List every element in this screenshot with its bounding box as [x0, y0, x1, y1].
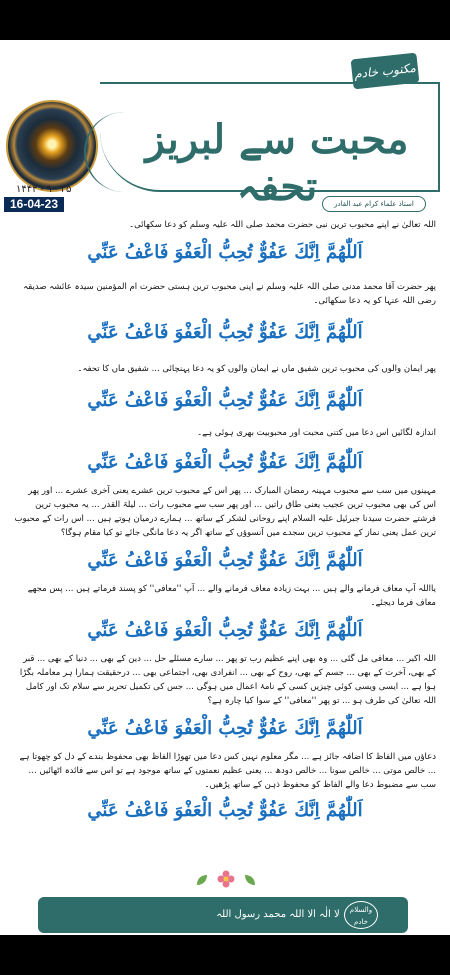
dua-line: اَللّٰهُمَّ اِنَّكَ عَفُوٌّ تُحِبُّ الْعَفْوَ فَاعْفُ عَنِّي: [87, 242, 363, 263]
footer-bar: [38, 897, 408, 933]
flower-icon: [217, 870, 235, 892]
paragraph: پھر ایمان والوں کی محبوب ترین شفیق ماں نے ایمان والوں کو یہ دعا پہنچائی ... شفیق ماں کا تحفہ۔: [77, 364, 436, 374]
leaf-icon: [195, 872, 209, 891]
paragraph: اللہ تعالیٰ نے اپنے محبوب ترین نبی حضرت محمد صلی اللہ علیہ وسلم کو دعا سکھائی۔: [129, 220, 436, 230]
header: [0, 40, 450, 212]
paragraph: اللہ اکبر ... معافی مل گئی ... وہ بھی اپنے عظیم رب تو پھر ... سارے مسئلے حل ... دین کے بھی ... دنیا کے بھی ... قبر کے بھی، آخرت کے بھی ... جسم کے بھی، روح کے بھی ... انفرادی بھی، اجتماعی بھی ... درحقیقت ہمارا ہر معاملہ بگڑا ہوا ہے ... ایسی ویسی کوئی چیزیں کسی کے نامۂ اعمال میں ہوگی ... جس کی تکمیل تحریر سے سلام تک اور کامل اللہ تعالیٰ کی طرف ہو ... تو پھر ''معافی'' کے سوا کیا چارہ ہے؟: [19, 654, 436, 706]
dua-line: اَللّٰهُمَّ اِنَّكَ عَفُوٌّ تُحِبُّ الْعَفْوَ فَاعْفُ عَنِّي: [87, 800, 363, 821]
leaf-icon: [243, 872, 257, 891]
article-body: [0, 216, 450, 826]
footer-kalima: لا الٰہ الا اللہ محمد رسول اللہ: [216, 909, 340, 920]
dua-line: اَللّٰهُمَّ اِنَّكَ عَفُوٌّ تُحِبُّ الْعَفْوَ فَاعْفُ عَنِّي: [87, 620, 363, 641]
footer-seal: والسلام خادم: [344, 901, 378, 929]
date-gregorian: 16-04-23: [4, 197, 64, 212]
paragraph: مہینوں میں سب سے محبوب مہینہ رمضان المبارک ... پھر اس کے محبوب ترین عشرے یعنی آخری عشرے ... اور پھر اس کی بھی محبوب ترین عجیب یعنی طاق راتیں ... اور پھر سب سے محبوب رات ... لیلۃ القدر ... یہ محبوب ترین فرشتے حضرت سیدنا جبرئیل علیہ السلام اپنے روحانی لشکر کے ساتھ ... ہمارے درمیان ہوتے ہیں ... اس رات کے محبوب ترین عمل یعنی نماز کے محبوب ترین سجدے میں آنسوؤں کے ساتھ اگر یہ دعا مانگی جائے تو کیا مقام ہوگا؟: [14, 486, 436, 538]
date-hijri: ۱۴۴۳ - ۹ - ۲۵: [16, 184, 72, 195]
paragraph: اندازہ لگائیں اس دعا میں کتنی محبت اور محبوبیت بھری ہوئی ہے۔: [197, 428, 436, 438]
category-badge: مکتوب خادم: [351, 53, 420, 90]
page-title: محبت سے لبریز تحفہ: [145, 116, 409, 210]
dua-line: اَللّٰهُمَّ اِنَّكَ عَفُوٌّ تُحِبُّ الْعَفْوَ فَاعْفُ عَنِّي: [87, 550, 363, 571]
dua-line: اَللّٰهُمَّ اِنَّكَ عَفُوٌّ تُحِبُّ الْعَفْوَ فَاعْفُ عَنِّي: [87, 322, 363, 343]
paragraph: پھر حضرت آقا محمد مدنی صلی اللہ علیہ وسلم نے اپنی محبوب ترین ہستی حضرت ام المؤمنین سیدہ عائشہ صدیقہ رضی اللہ عنہا کو یہ دعا سکھائی۔: [23, 282, 436, 306]
article-sheet: [0, 40, 450, 935]
paragraph: یااللہ آپ معاف فرمانے والے ہیں ... بہت زیادہ معاف فرمانے والے ... آپ ''معافی'' کو پسند فرماتے ہیں ... پس مجھے معاف فرما دیجئے۔: [27, 584, 436, 608]
author-label: استاذ علماء کرام عبد القادر: [322, 196, 426, 212]
dua-line: اَللّٰهُمَّ اِنَّكَ عَفُوٌّ تُحِبُّ الْعَفْوَ فَاعْفُ عَنِّي: [87, 718, 363, 739]
dua-line: اَللّٰهُمَّ اِنَّكَ عَفُوٌّ تُحِبُّ الْعَفْوَ فَاعْفُ عَنِّي: [87, 452, 363, 473]
dua-line: اَللّٰهُمَّ اِنَّكَ عَفُوٌّ تُحِبُّ الْعَفْوَ فَاعْفُ عَنِّي: [87, 390, 363, 411]
flower-ornament: [176, 870, 276, 892]
paragraph: دعاؤں میں الفاظ کا اضافہ جائز ہے ... مگر معلوم نہیں کس دعا میں تھوڑا الفاظ بھی محفوظ بندے کے دل کو چھوتا ہے ... خالص موتی ... خالص سونا ... خالص دودھ ... یعنی عظیم نعمتوں کے ساتھ موجود ہے تو اس سے فائدہ اٹھائیں ... سب سے مضبوط دعا والے الفاظ کو محفوظ ذہن کے ساتھ پڑھیں۔: [19, 752, 436, 790]
